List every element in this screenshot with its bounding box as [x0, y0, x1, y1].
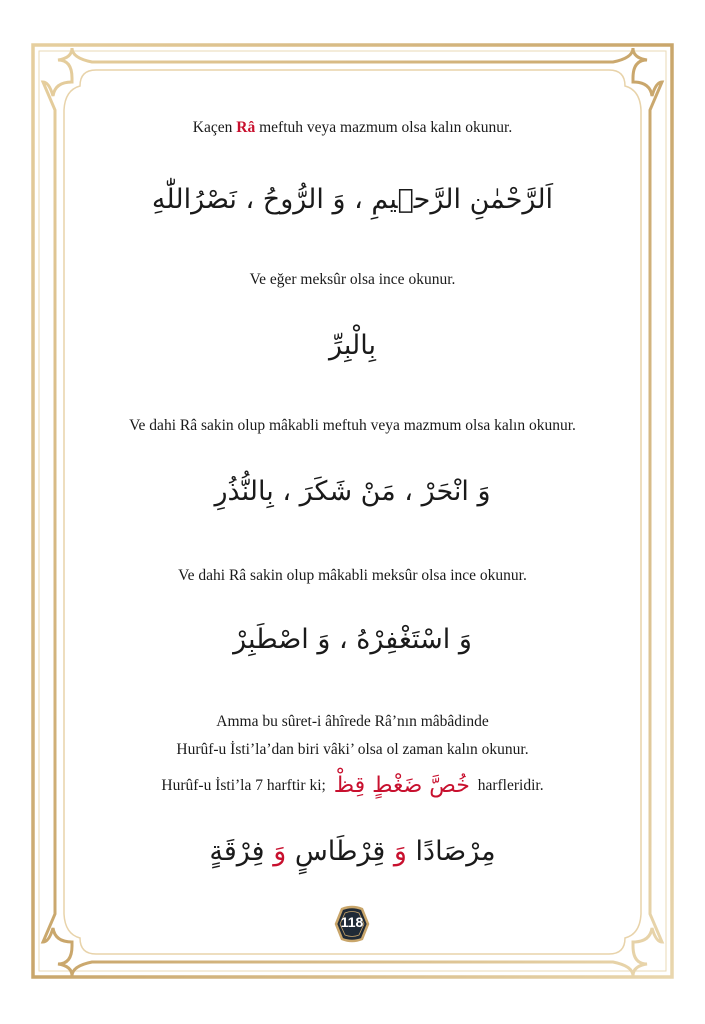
rule4-text: Ve dahi Râ sakin olup mâkabli meksûr olsa ince okunur.: [178, 567, 527, 584]
rule2-text: Ve eğer meksûr olsa ince okunur.: [249, 271, 456, 288]
rule5-arabic: [60, 832, 645, 872]
isti-la-letters: خُصَّ ضَغْطٍ قِظْ: [333, 773, 470, 798]
rule5-arabic-word-1: مِرْصَادًا: [415, 836, 496, 867]
rule3-arabic: وَ انْحَرْ ، مَنْ شَكَرَ ، بِالنُّذُرِ: [214, 476, 491, 507]
rule3-text: Ve dahi Râ sakin olup mâkabli meftuh veya mazmum olsa kalın okunur.: [129, 417, 576, 434]
rule5-arabic-word-3: فِرْقَةٍ: [209, 836, 265, 867]
rule1-text: [60, 118, 645, 138]
rule1-arabic: اَلرَّحْمٰنِ الرَّح۪يمِ ، وَ الرُّوحُ ، نَصْرُاللّٰهِ: [151, 184, 554, 215]
rule1-highlight: Râ: [236, 119, 256, 136]
rule5-line3-pre: Hurûf-u İsti’la 7 harftir ki;: [161, 777, 326, 794]
rule5-line3: [60, 773, 645, 798]
page-content: [60, 0, 645, 1024]
rule4-arabic: وَ اسْتَغْفِرْهُ ، وَ اصْطَبِرْ: [233, 624, 472, 655]
rule5-line2: Hurûf-u İsti’la’dan biri vâki’ olsa ol zaman kalın okunur.: [176, 741, 529, 758]
rule1-pre: Kaçen: [192, 119, 237, 136]
rule5-arabic-conj-1: وَ: [393, 836, 407, 867]
rule5-arabic-conj-2: وَ: [273, 836, 287, 867]
rule2-arabic: بِالْبِرِّ: [328, 330, 376, 361]
rule1-post: meftuh veya mazmum olsa kalın okunur.: [255, 119, 513, 136]
rule5-line1: Amma bu sûret-i âhîrede Râ’nın mâbâdinde: [216, 713, 489, 730]
page-number: 118: [340, 914, 364, 930]
rule5-line3-post: harfleridir.: [477, 777, 544, 794]
rule5-arabic-word-2: قِرْطَاسٍ: [294, 836, 386, 867]
